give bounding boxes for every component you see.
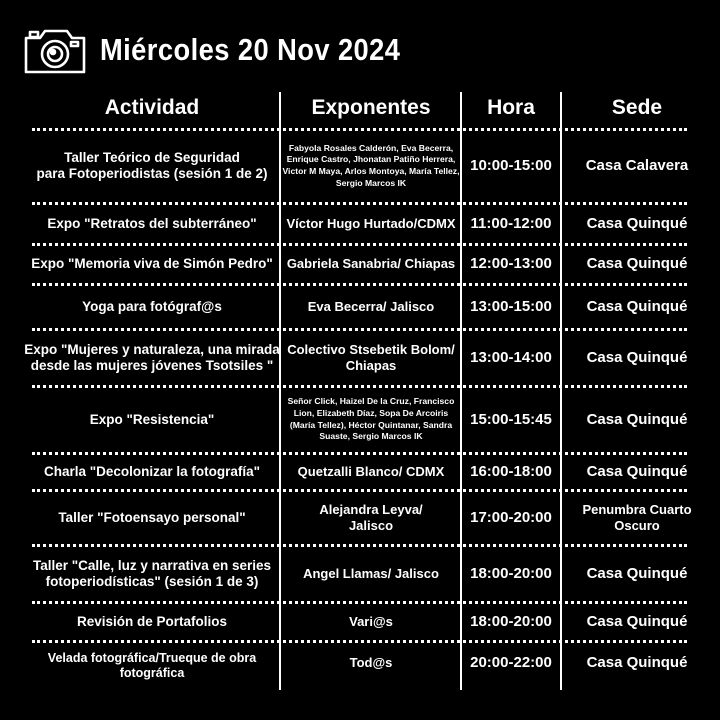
cell-actividad: Charla "Decolonizar la fotografía" [43, 463, 261, 479]
cell-exponentes: Señor Click, Haizel De la Cruz, Francisco Lion, Elizabeth Díaz, Sopa De Arcoiris (María Tellez), Héctor Quintanar, Sandra Suaste, Sergio Marcos IK [287, 396, 455, 442]
cell-actividad: Expo "Mujeres y naturaleza, una mirada desde las mujeres jóvenes Tsotsiles " [24, 341, 280, 373]
cell-hora: 13:00-15:00 [470, 297, 552, 315]
cell-sede: Casa Quinqué [586, 214, 688, 232]
cell-sede: Casa Quinqué [586, 462, 688, 480]
cell-hora: 17:00-20:00 [470, 508, 552, 526]
cell-hora: 12:00-13:00 [470, 255, 552, 273]
cell-exponentes: Gabriela Sanabria/ Chiapas [286, 256, 456, 272]
cell-exponentes: Angel Llamas/ Jalisco [303, 565, 439, 581]
cell-exponentes: Eva Becerra/ Jalisco [307, 298, 435, 314]
cell-sede: Casa Quinqué [586, 410, 688, 428]
cell-hora: 13:00-14:00 [470, 348, 552, 366]
cell-actividad: Taller Teórico de Seguridad para Fotoperiodistas (sesión 1 de 2) [36, 150, 268, 181]
cell-sede: Casa Quinqué [586, 297, 688, 315]
cell-actividad: Taller "Fotoensayo personal" [58, 509, 246, 525]
cell-actividad: Velada fotográfica/Trueque de obra fotográfica [47, 651, 257, 680]
cell-actividad: Revisión de Portafolios [76, 613, 228, 629]
cell-actividad: Expo "Memoria viva de Simón Pedro" [31, 256, 273, 272]
cell-actividad: Expo "Retratos del subterráneo" [47, 215, 257, 231]
cell-hora: 18:00-20:00 [470, 612, 552, 630]
cell-hora: 18:00-20:00 [470, 564, 552, 582]
cell-hora: 10:00-15:00 [470, 157, 552, 175]
column-header-sede: Sede [611, 96, 663, 119]
cell-sede: Casa Quinqué [586, 612, 688, 630]
cell-actividad: Expo "Resistencia" [89, 411, 215, 427]
cell-exponentes: Fabyola Rosales Calderón, Eva Becerra, Enrique Castro, Jhonatan Patiño Herrera, Victor M Maya, Arlos Montoya, María Tellez, Sergio Marcos IK [282, 142, 460, 188]
cell-sede: Penumbra Cuarto Oscuro [582, 502, 692, 533]
cell-hora: 11:00-12:00 [470, 214, 552, 232]
header [22, 18, 441, 82]
cell-hora: 20:00-22:00 [470, 654, 552, 672]
cell-sede: Casa Quinqué [586, 654, 688, 672]
cell-exponentes: Vari@s [349, 613, 393, 629]
cell-exponentes: Quetzalli Blanco/ CDMX [297, 463, 445, 479]
cell-exponentes: Tod@s [349, 655, 393, 671]
cell-sede: Casa Quinqué [586, 348, 688, 366]
cell-actividad: Taller "Calle, luz y narrativa en series fotoperiodísticas" (sesión 1 de 3) [32, 557, 272, 589]
cell-exponentes: Víctor Hugo Hurtado/CDMX [286, 215, 456, 231]
column-header-actividad: Actividad [104, 96, 200, 119]
cell-exponentes: Colectivo Stsebetik Bolom/ Chiapas [287, 342, 455, 373]
cell-actividad: Yoga para fotógraf@s [82, 298, 222, 314]
cell-hora: 15:00-15:45 [470, 410, 552, 428]
cell-sede: Casa Quinqué [586, 255, 688, 273]
camera-icon [22, 20, 88, 80]
page-title: Miércoles 20 Nov 2024 [100, 32, 401, 67]
cell-sede: Casa Quinqué [586, 564, 688, 582]
column-header-exponentes: Exponentes [311, 96, 431, 119]
cell-hora: 16:00-18:00 [470, 462, 552, 480]
column-header-hora: Hora [487, 96, 535, 119]
cell-sede: Casa Calavera [585, 157, 689, 175]
cell-exponentes: Alejandra Leyva/ Jalisco [319, 502, 423, 533]
